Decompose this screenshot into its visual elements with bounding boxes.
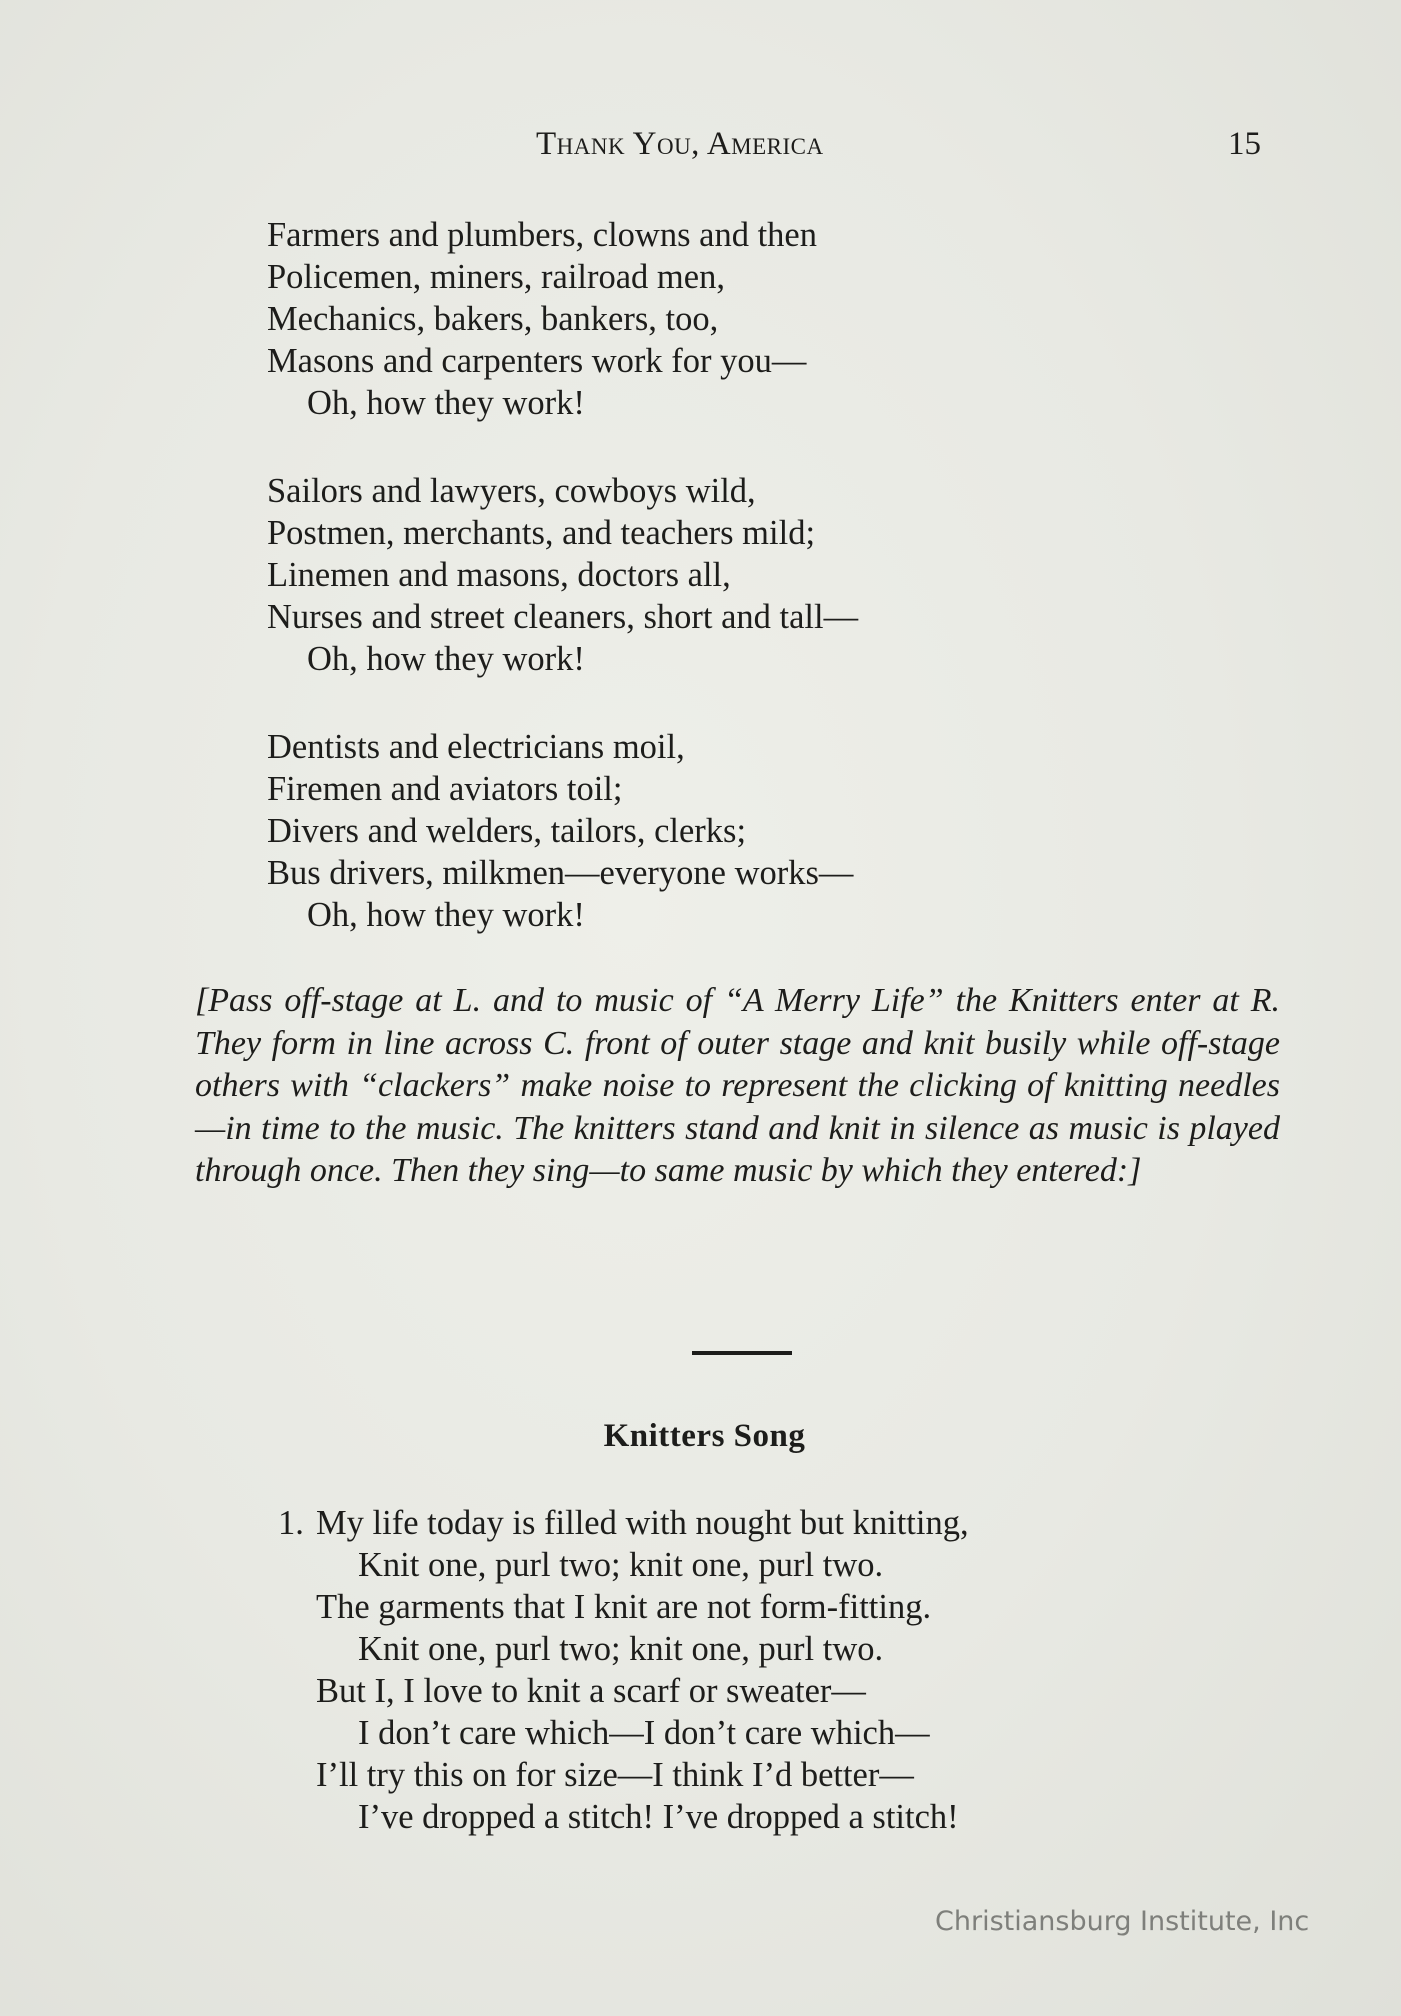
verse-line: Sailors and lawyers, cowboys wild, (267, 472, 756, 510)
song-title: Knitters Song (603, 1418, 806, 1454)
lyric-line: Knit one, purl two; knit one, purl two. (358, 1630, 884, 1668)
verse-line: Firemen and aviators toil; (267, 770, 623, 808)
stanza-3 (267, 726, 1167, 936)
song-lyrics (278, 1502, 1278, 1838)
verse-line: Bus drivers, milkmen—everyone works— (267, 854, 854, 892)
watermark: Christiansburg Institute, Inc (935, 1906, 1310, 1937)
stanza-2 (267, 470, 1167, 680)
lyric-line: The garments that I knit are not form-fitting. (316, 1588, 932, 1626)
verse-line: Mechanics, bakers, bankers, too, (267, 300, 719, 338)
refrain-line: Oh, how they work! (307, 384, 585, 422)
verse-line: Divers and welders, tailors, clerks; (267, 812, 747, 850)
refrain-line: Oh, how they work! (307, 640, 585, 678)
lyric-line (278, 1502, 1278, 1544)
verse-line: Postmen, merchants, and teachers mild; (267, 514, 816, 552)
stage-direction: [Pass off-stage at L. and to music of “A Merry Life” the Knitters enter at R. They form in line across C. front of outer stage and knit busily while off-stage others with “clackers” make noise to represent the clicking of knitting needles—in time to the music. The knitters stand and knit in silence as music is played through once. Then they sing—to same music by which they entered:] (195, 982, 1280, 1189)
lyric-text: My life today is filled with nought but knitting, (316, 1504, 969, 1542)
verse-line: Nurses and street cleaners, short and tall— (267, 598, 859, 636)
page-number: 15 (1228, 126, 1261, 162)
refrain-line: Oh, how they work! (307, 896, 585, 934)
lyric-line: Knit one, purl two; knit one, purl two. (358, 1546, 884, 1584)
stanza-1 (267, 214, 1167, 424)
lyric-line: I’ve dropped a stitch! I’ve dropped a stitch! (358, 1798, 959, 1836)
verse-line: Farmers and plumbers, clowns and then (267, 216, 817, 254)
verse-line: Masons and carpenters work for you— (267, 342, 807, 380)
lyric-line: I don’t care which—I don’t care which— (358, 1714, 930, 1752)
verse-line: Linemen and masons, doctors all, (267, 556, 731, 594)
lyric-line: But I, I love to knit a scarf or sweater— (316, 1672, 866, 1710)
verse-line: Dentists and electricians moil, (267, 728, 685, 766)
section-divider (692, 1351, 792, 1355)
verse-line: Policemen, miners, railroad men, (267, 258, 725, 296)
verse-number: 1. (278, 1504, 304, 1542)
poem-verses (267, 214, 1167, 982)
lyric-line: I’ll try this on for size—I think I’d better— (316, 1756, 914, 1794)
running-head (0, 126, 1401, 176)
running-title: Thank You, America (536, 126, 824, 162)
